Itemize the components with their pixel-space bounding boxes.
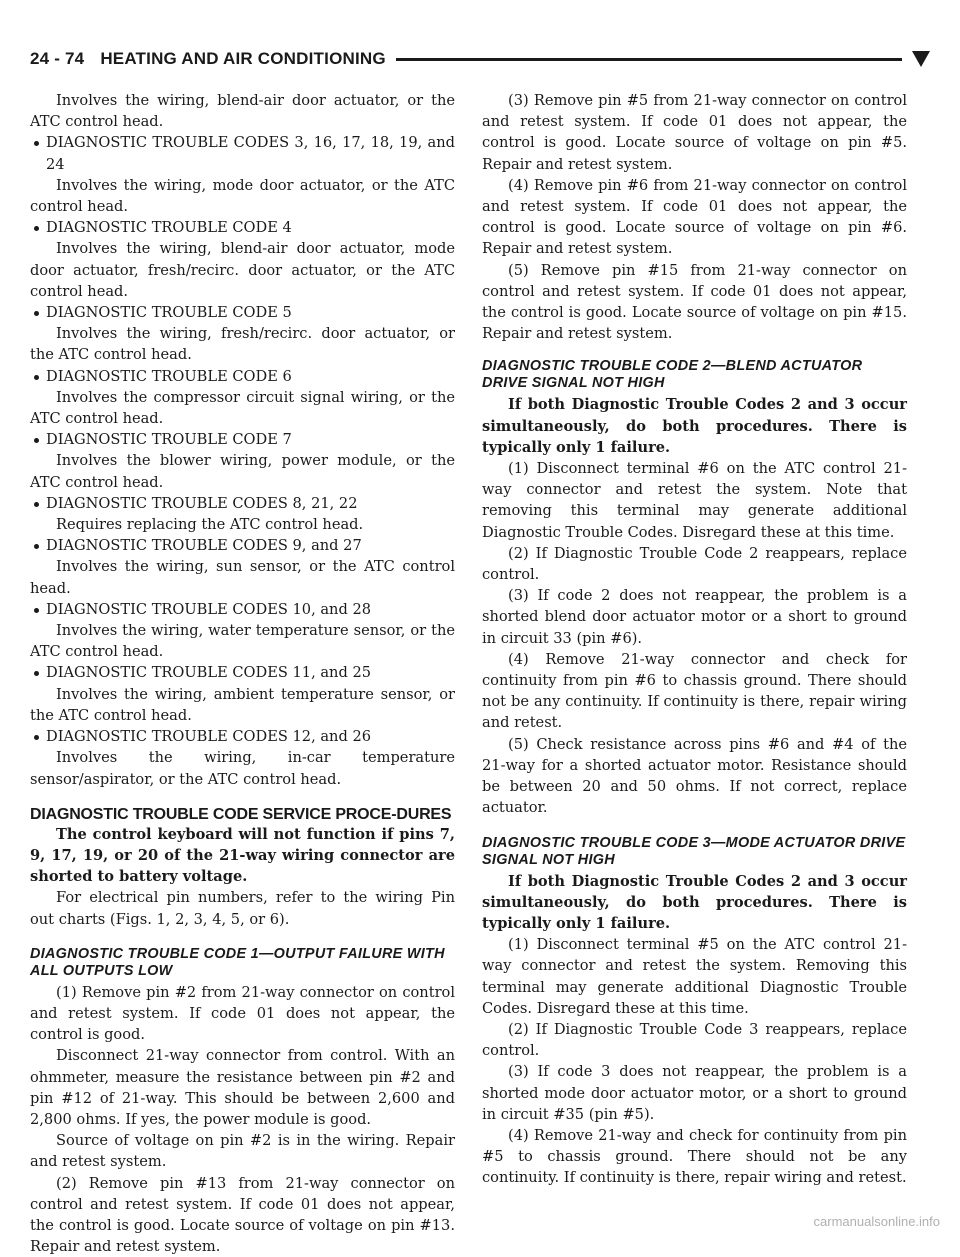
body-paragraph: (4) Remove pin #6 from 21-way connector on control and retest system. If code 01 does not appear, the control is good. Locate source of voltage on pin #6. Repair and retest system.: [482, 176, 907, 258]
bullet-item: [30, 535, 455, 556]
body-paragraph: Involves the wiring, in-car temperature sensor/aspirator, or the ATC control head.: [30, 749, 455, 788]
header-rule: [396, 58, 902, 61]
body-paragraph: Disconnect 21-way connector from control. With an ohmmeter, measure the resistance between pin #2 and pin #12 of 21-way. This should be between 2,600 and 2,800 ohms. If yes, the power module is good.: [30, 1047, 455, 1128]
bullet-item: [30, 429, 455, 450]
warning-paragraph: If both Diagnostic Trouble Codes 2 and 3 occur simultaneously, do both procedures. There is typically only 1 failure.: [482, 872, 907, 932]
body-paragraph: (2) If Diagnostic Trouble Code 3 reappears, replace control.: [482, 1020, 907, 1060]
section-heading: DIAGNOSTIC TROUBLE CODE SERVICE PROCE-DURES: [30, 805, 452, 823]
right-column: [482, 90, 907, 1189]
body-paragraph: Involves the wiring, water temperature sensor, or the ATC control head.: [30, 622, 455, 661]
bullet-dot-icon: [34, 311, 39, 316]
body-paragraph: For electrical pin numbers, refer to the wiring Pin out charts (Figs. 1, 2, 3, 4, 5, or 6).: [30, 889, 455, 928]
bullet-text: DIAGNOSTIC TROUBLE CODES 11, and 25: [46, 664, 372, 682]
bullet-item: [30, 599, 455, 620]
body-paragraph: Involves the wiring, fresh/recirc. door actuator, or the ATC control head.: [30, 325, 455, 364]
body-paragraph: (1) Disconnect terminal #6 on the ATC control 21-way connector and retest the system. Note that removing this terminal may generate additional Diagnostic Trouble Codes. Disregard these at this time.: [482, 460, 907, 541]
bullet-item: [30, 662, 455, 683]
body-paragraph: (1) Remove pin #2 from 21-way connector on control and retest system. If code 01 does not appear, the control is good.: [30, 983, 455, 1044]
down-triangle-icon: [912, 51, 930, 67]
body-paragraph: Involves the wiring, ambient temperature sensor, or the ATC control head.: [30, 685, 455, 724]
bullet-text: DIAGNOSTIC TROUBLE CODES 9, and 27: [46, 537, 362, 555]
bullet-item: [30, 132, 455, 174]
bullet-text: DIAGNOSTIC TROUBLE CODES 10, and 28: [46, 600, 372, 618]
bullet-text: DIAGNOSTIC TROUBLE CODE 5: [46, 304, 292, 322]
body-paragraph: Involves the compressor circuit signal wiring, or the ATC control head.: [30, 388, 455, 428]
watermark: carmanualsonline.info: [813, 1214, 940, 1229]
page-header: [30, 46, 930, 72]
body-paragraph: (2) Remove pin #13 from 21-way connector on control and retest system. If code 01 does not appear, the control is good. Locate source of voltage on pin #13. Repair and retest system.: [30, 1174, 455, 1256]
bullet-text: DIAGNOSTIC TROUBLE CODES 12, and 26: [46, 728, 372, 746]
bullet-dot-icon: [34, 502, 39, 507]
bullet-text: DIAGNOSTIC TROUBLE CODES 3, 16, 17, 18, 19, and 24: [46, 134, 455, 173]
body-paragraph: (2) If Diagnostic Trouble Code 2 reappears, replace control.: [482, 544, 907, 584]
body-paragraph: (4) Remove 21-way and check for continuity from pin #5 to chassis ground. There should not be any continuity. If continuity is there, repair wiring and retest.: [482, 1126, 907, 1187]
bullet-item: [30, 366, 455, 387]
bullet-dot-icon: [34, 438, 39, 443]
subsection-heading: DIAGNOSTIC TROUBLE CODE 3—MODE ACTUATOR DRIVE SIGNAL NOT HIGH: [482, 834, 906, 868]
bullet-item: [30, 302, 455, 323]
bullet-text: DIAGNOSTIC TROUBLE CODE 6: [46, 367, 292, 385]
subsection-heading: DIAGNOSTIC TROUBLE CODE 2—BLEND ACTUATOR DRIVE SIGNAL NOT HIGH: [482, 358, 863, 392]
body-paragraph: (5) Check resistance across pins #6 and #4 of the 21-way for a shorted actuator motor. Resistance should be between 20 and 50 ohms. If not correct, replace actuator.: [482, 735, 907, 817]
bullet-item: [30, 726, 455, 747]
bullet-text: DIAGNOSTIC TROUBLE CODE 4: [46, 219, 292, 237]
left-column: [30, 90, 455, 1257]
page-number: 24 - 74: [30, 49, 85, 68]
body-paragraph: (1) Disconnect terminal #5 on the ATC control 21-way connector and retest the system. Removing this terminal may generate additional Diagnostic Trouble Codes. Disregard these at this time.: [482, 936, 907, 1017]
body-paragraph: Involves the blower wiring, power module, or the ATC control head.: [30, 452, 455, 491]
bullet-dot-icon: [34, 226, 39, 231]
bullet-dot-icon: [34, 375, 39, 380]
bullet-dot-icon: [34, 141, 39, 146]
body-paragraph: (3) Remove pin #5 from 21-way connector on control and retest system. If code 01 does not appear, the control is good. Locate source of voltage on pin #5. Repair and retest system.: [482, 92, 907, 173]
body-paragraph: Involves the wiring, blend-air door actuator, mode door actuator, fresh/recirc. door actuator, or the ATC control head.: [30, 240, 455, 300]
body-paragraph: Source of voltage on pin #2 is in the wiring. Repair and retest system.: [30, 1132, 455, 1171]
warning-paragraph: If both Diagnostic Trouble Codes 2 and 3 occur simultaneously, do both procedures. There is typically only 1 failure.: [482, 396, 907, 456]
body-paragraph: Involves the wiring, sun sensor, or the ATC control head.: [30, 558, 455, 597]
bullet-item: [30, 493, 455, 514]
body-paragraph: Involves the wiring, blend-air door actuator, or the ATC control head.: [30, 92, 455, 131]
bullet-dot-icon: [34, 735, 39, 740]
body-paragraph: (5) Remove pin #15 from 21-way connector on control and retest system. If code 01 does not appear, the control is good. Locate source of voltage on pin #15. Repair and retest system.: [482, 261, 907, 343]
body-paragraph: Involves the wiring, mode door actuator, or the ATC control head.: [30, 176, 455, 216]
warning-paragraph: The control keyboard will not function if pins 7, 9, 17, 19, or 20 of the 21-way wiring connector are shorted to battery voltage.: [30, 825, 455, 886]
body-paragraph: (3) If code 2 does not reappear, the problem is a shorted blend door actuator motor or a short to ground in circuit 33 (pin #6).: [482, 587, 907, 647]
bullet-dot-icon: [34, 544, 39, 549]
section-title: HEATING AND AIR CONDITIONING: [100, 49, 386, 68]
body-paragraph: Requires replacing the ATC control head.: [56, 516, 364, 534]
bullet-dot-icon: [34, 608, 39, 613]
bullet-text: DIAGNOSTIC TROUBLE CODES 8, 21, 22: [46, 494, 358, 512]
body-paragraph: (3) If code 3 does not reappear, the problem is a shorted mode door actuator motor, or a short to ground in circuit #35 (pin #5).: [482, 1063, 907, 1123]
bullet-dot-icon: [34, 671, 39, 676]
bullet-item: [30, 217, 455, 238]
subsection-heading: DIAGNOSTIC TROUBLE CODE 1—OUTPUT FAILURE WITH ALL OUTPUTS LOW: [30, 945, 445, 979]
bullet-text: DIAGNOSTIC TROUBLE CODE 7: [46, 431, 292, 449]
body-paragraph: (4) Remove 21-way connector and check for continuity from pin #6 to chassis ground. There should not be any continuity. If continuity is there, repair wiring and retest.: [482, 650, 907, 732]
